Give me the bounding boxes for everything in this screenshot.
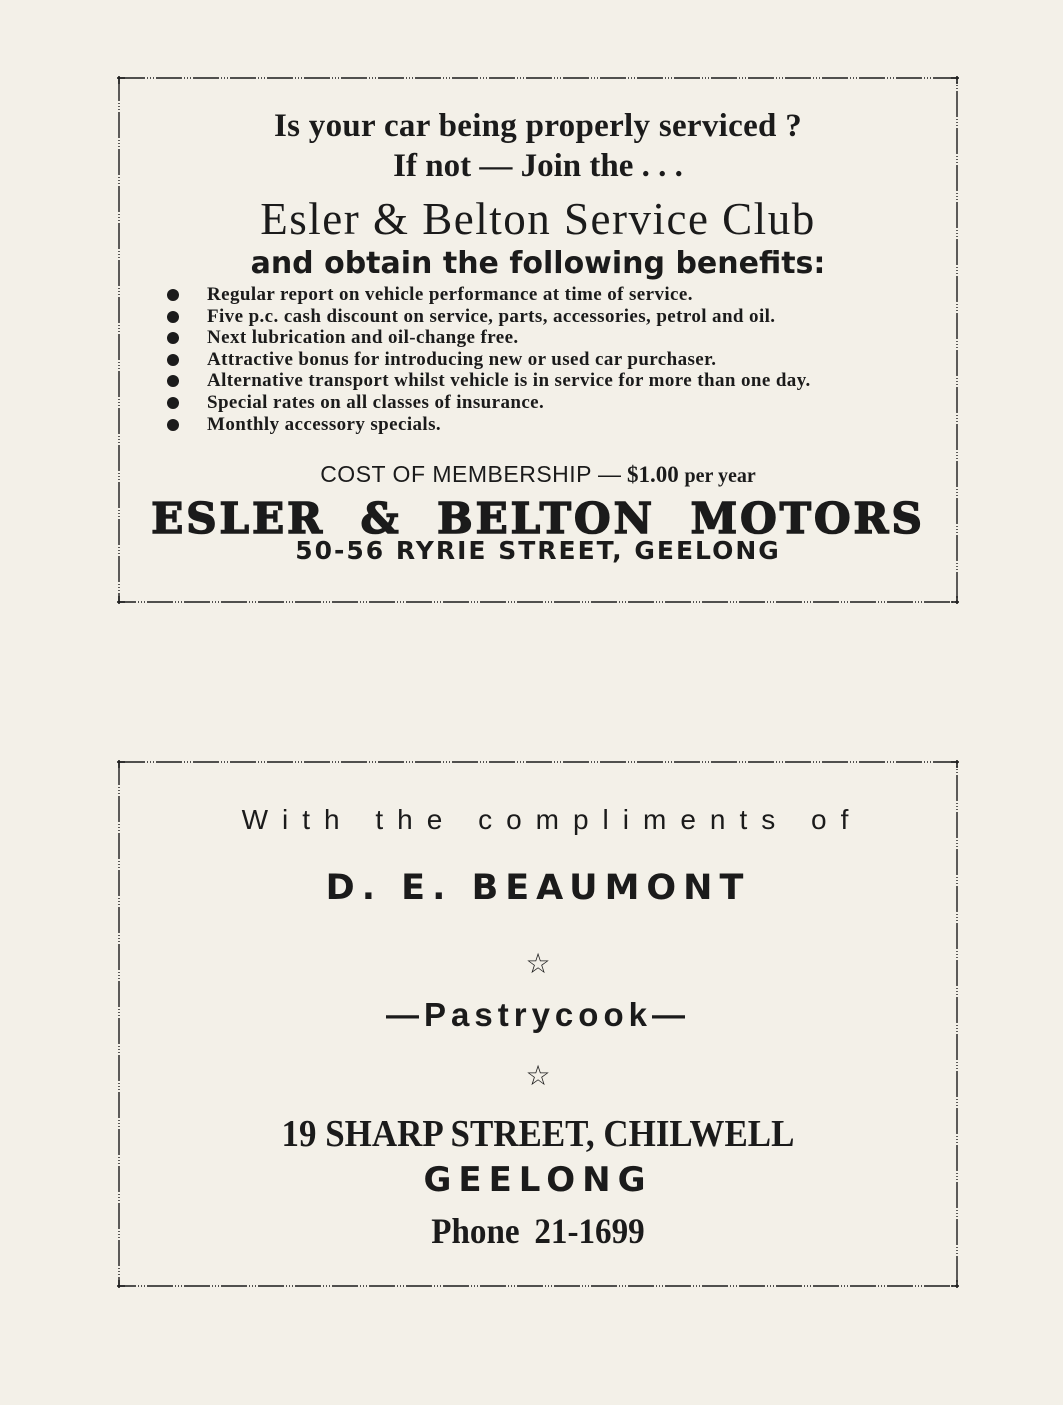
bullet-icon bbox=[167, 354, 179, 366]
benefit-text: Alternative transport whilst vehicle is in service for more than one day. bbox=[207, 370, 811, 392]
cost-dash: — bbox=[598, 461, 622, 487]
benefit-item bbox=[167, 327, 811, 349]
beaumont-advertisement bbox=[117, 760, 959, 1288]
benefit-item bbox=[167, 370, 811, 392]
cost-suffix: per year bbox=[684, 465, 756, 487]
bullet-icon bbox=[167, 311, 179, 323]
benefit-text: Special rates on all classes of insurance. bbox=[207, 391, 545, 413]
benefits-list bbox=[167, 284, 811, 435]
benefit-item bbox=[167, 284, 811, 306]
cost-label: COST OF MEMBERSHIP bbox=[320, 461, 593, 487]
bullet-icon bbox=[167, 375, 179, 387]
benefit-text: Five p.c. cash discount on service, parts, accessories, petrol and oil. bbox=[207, 305, 776, 327]
business-address: 50-56 RYRIE STREET, GEELONG bbox=[295, 536, 781, 565]
benefit-text: Regular report on vehicle performance at time of service. bbox=[207, 284, 693, 305]
bullet-icon bbox=[167, 332, 179, 344]
benefit-item bbox=[167, 392, 811, 414]
club-name: Esler & Belton Service Club bbox=[260, 194, 816, 244]
benefit-text: Attractive bonus for introducing new or used car purchaser. bbox=[207, 348, 717, 370]
membership-cost bbox=[117, 461, 959, 488]
benefits-intro: and obtain the following benefits: bbox=[250, 246, 826, 281]
bullet-icon bbox=[167, 419, 179, 431]
benefit-text: Monthly accessory specials. bbox=[207, 413, 442, 435]
benefit-text: Next lubrication and oil-change free. bbox=[207, 327, 519, 349]
headline-question: Is your car being properly serviced ? bbox=[273, 108, 803, 144]
business-trade: —Pastrycook— bbox=[386, 996, 690, 1033]
city: GEELONG bbox=[423, 1160, 653, 1200]
phone bbox=[151, 1210, 926, 1252]
cost-price: $1.00 bbox=[627, 462, 679, 487]
headline-join: If not — Join the . . . bbox=[393, 148, 683, 184]
bullet-icon bbox=[167, 289, 179, 301]
business-name: ESLER & BELTON MOTORS bbox=[151, 494, 925, 543]
star-icon: ☆ bbox=[525, 947, 551, 980]
bullet-icon bbox=[167, 397, 179, 409]
compliments-line: With the compliments of bbox=[241, 804, 863, 835]
phone-label: Phone bbox=[431, 1211, 520, 1251]
benefit-item bbox=[167, 414, 811, 436]
esler-belton-advertisement bbox=[117, 76, 959, 604]
star-icon: ☆ bbox=[525, 1059, 551, 1092]
street-address: 19 SHARP STREET, CHILWELL bbox=[281, 1113, 795, 1155]
phone-number: 21-1699 bbox=[534, 1211, 645, 1251]
business-name: D. E. BEAUMONT bbox=[325, 868, 751, 908]
benefit-item bbox=[167, 349, 811, 371]
benefit-item bbox=[167, 306, 811, 328]
